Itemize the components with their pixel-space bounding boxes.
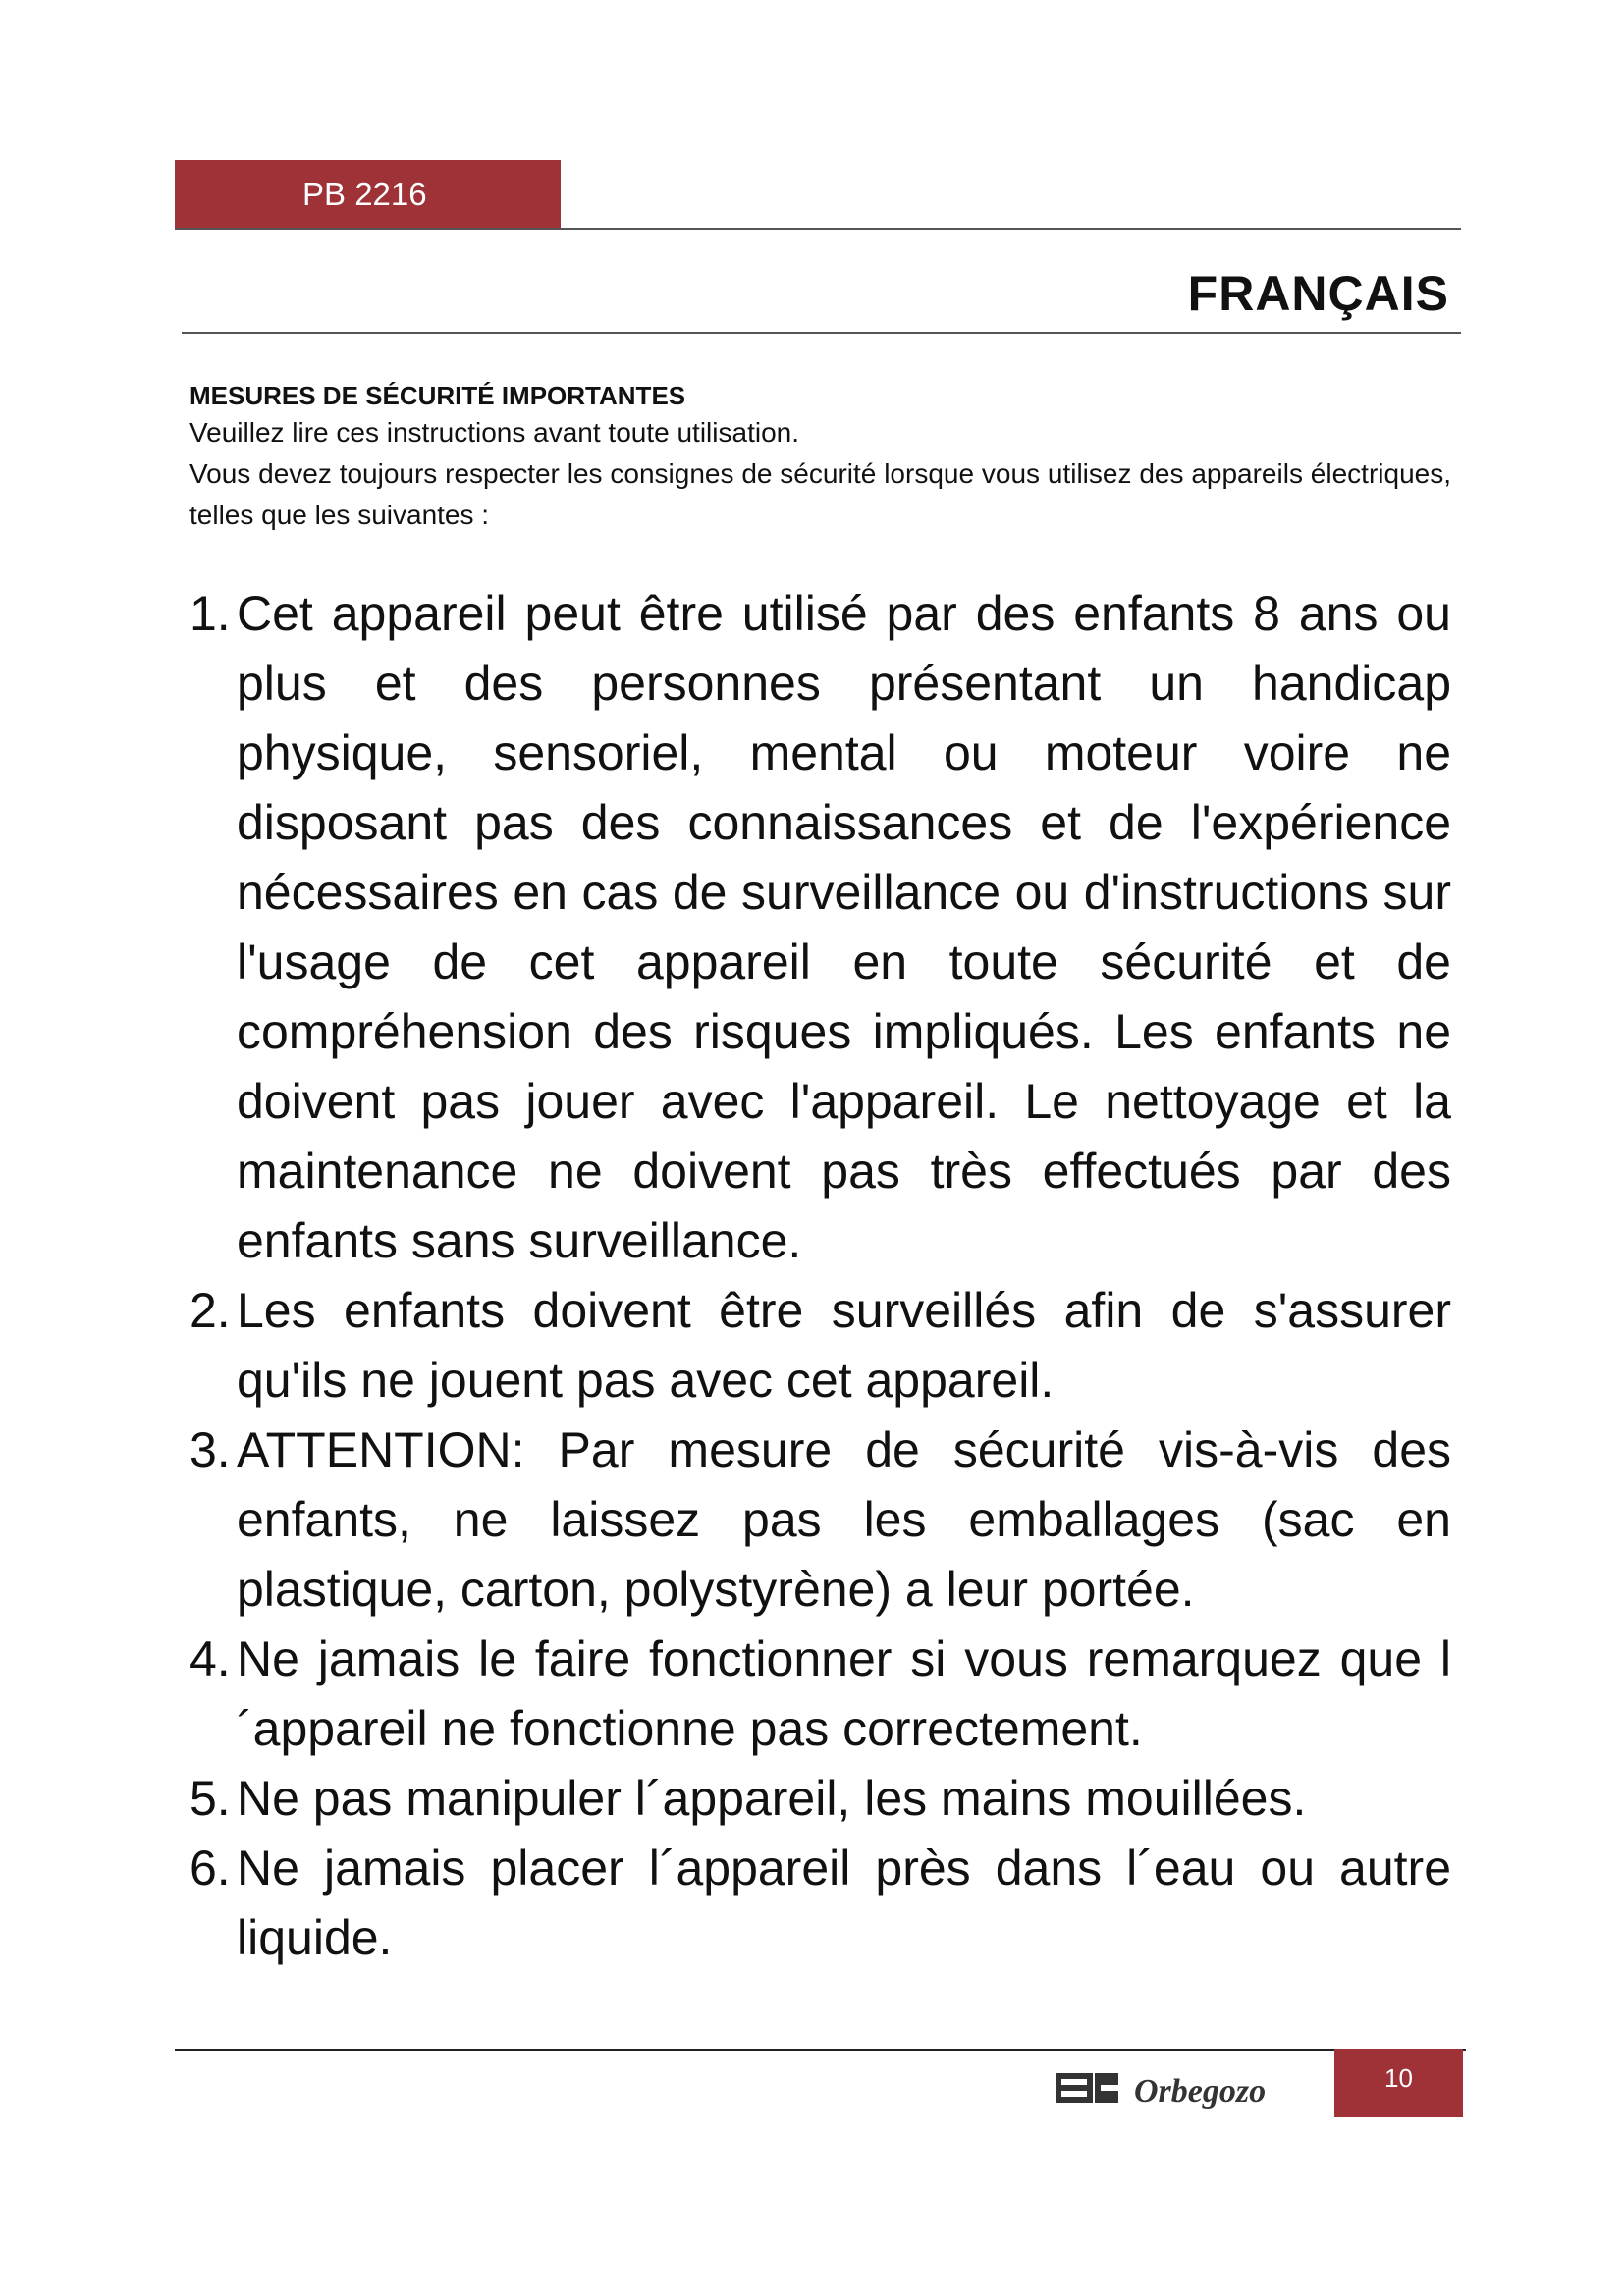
model-tab xyxy=(175,160,561,229)
footer-divider xyxy=(175,2049,1466,2051)
item-text: ATTENTION: Par mesure de sécurité vis-à-vis des enfants, ne laissez pas les emballages (sac en plastique, carton, polystyrène) a leur portée. xyxy=(237,1422,1451,1617)
safety-item-4 xyxy=(189,1625,1451,1764)
intro-line-2: Vous devez toujours respecter les consignes de sécurité lorsque vous utilisez des appareils électriques, telles que les suivantes : xyxy=(189,458,1451,530)
item-text: Ne pas manipuler l´appareil, les mains mouillées. xyxy=(237,1771,1307,1826)
intro-line-1: Veuillez lire ces instructions avant toute utilisation. xyxy=(189,417,799,448)
page-number-tab xyxy=(1334,2049,1463,2117)
page-number: 10 xyxy=(1384,2063,1413,2093)
brand-mark-icon xyxy=(1056,2073,1118,2103)
language-title: FRANÇAIS xyxy=(1187,266,1449,321)
section-heading: MESURES DE SÉCURITÉ IMPORTANTES xyxy=(189,381,686,410)
safety-item-1 xyxy=(189,579,1451,1276)
item-text: Cet appareil peut être utilisé par des enfants 8 ans ou plus et des personnes présentant un handicap physique, sensoriel, mental ou moteur voire ne disposant pas des connaissances et de l'expérience nécessaires en cas de surveillance ou d'instructions sur l'usage de cet appareil en toute sécurité et de compréhension des risques impliqués. Les enfants ne doivent pas jouer avec l'appareil. Le nettoyage et la maintenance ne doivent pas très effectués par des enfants sans surveillance. xyxy=(237,586,1451,1268)
item-text: Les enfants doivent être surveillés afin de s'assurer qu'ils ne jouent pas avec cet appareil. xyxy=(237,1283,1451,1408)
item-number: 4. xyxy=(189,1631,231,1686)
item-number: 1. xyxy=(189,586,231,641)
safety-item-2 xyxy=(189,1276,1451,1415)
safety-list xyxy=(189,579,1451,1973)
item-number: 6. xyxy=(189,1841,231,1896)
title-divider xyxy=(182,332,1461,334)
brand-logo xyxy=(1056,2065,1321,2110)
item-text: Ne jamais placer l´appareil près dans l´eau ou autre liquide. xyxy=(237,1841,1451,1965)
header-divider xyxy=(175,228,1461,230)
safety-item-5 xyxy=(189,1764,1451,1834)
safety-item-3 xyxy=(189,1415,1451,1625)
item-number: 5. xyxy=(189,1771,231,1826)
brand-wordmark: Orbegozo xyxy=(1134,2073,1267,2109)
item-number: 3. xyxy=(189,1422,231,1477)
safety-item-6 xyxy=(189,1834,1451,1973)
intro-section xyxy=(189,379,1451,536)
model-label: PB 2216 xyxy=(302,176,427,212)
item-text: Ne jamais le faire fonctionner si vous remarquez que l´appareil ne fonctionne pas correctement. xyxy=(237,1631,1451,1756)
item-number: 2. xyxy=(189,1283,231,1338)
